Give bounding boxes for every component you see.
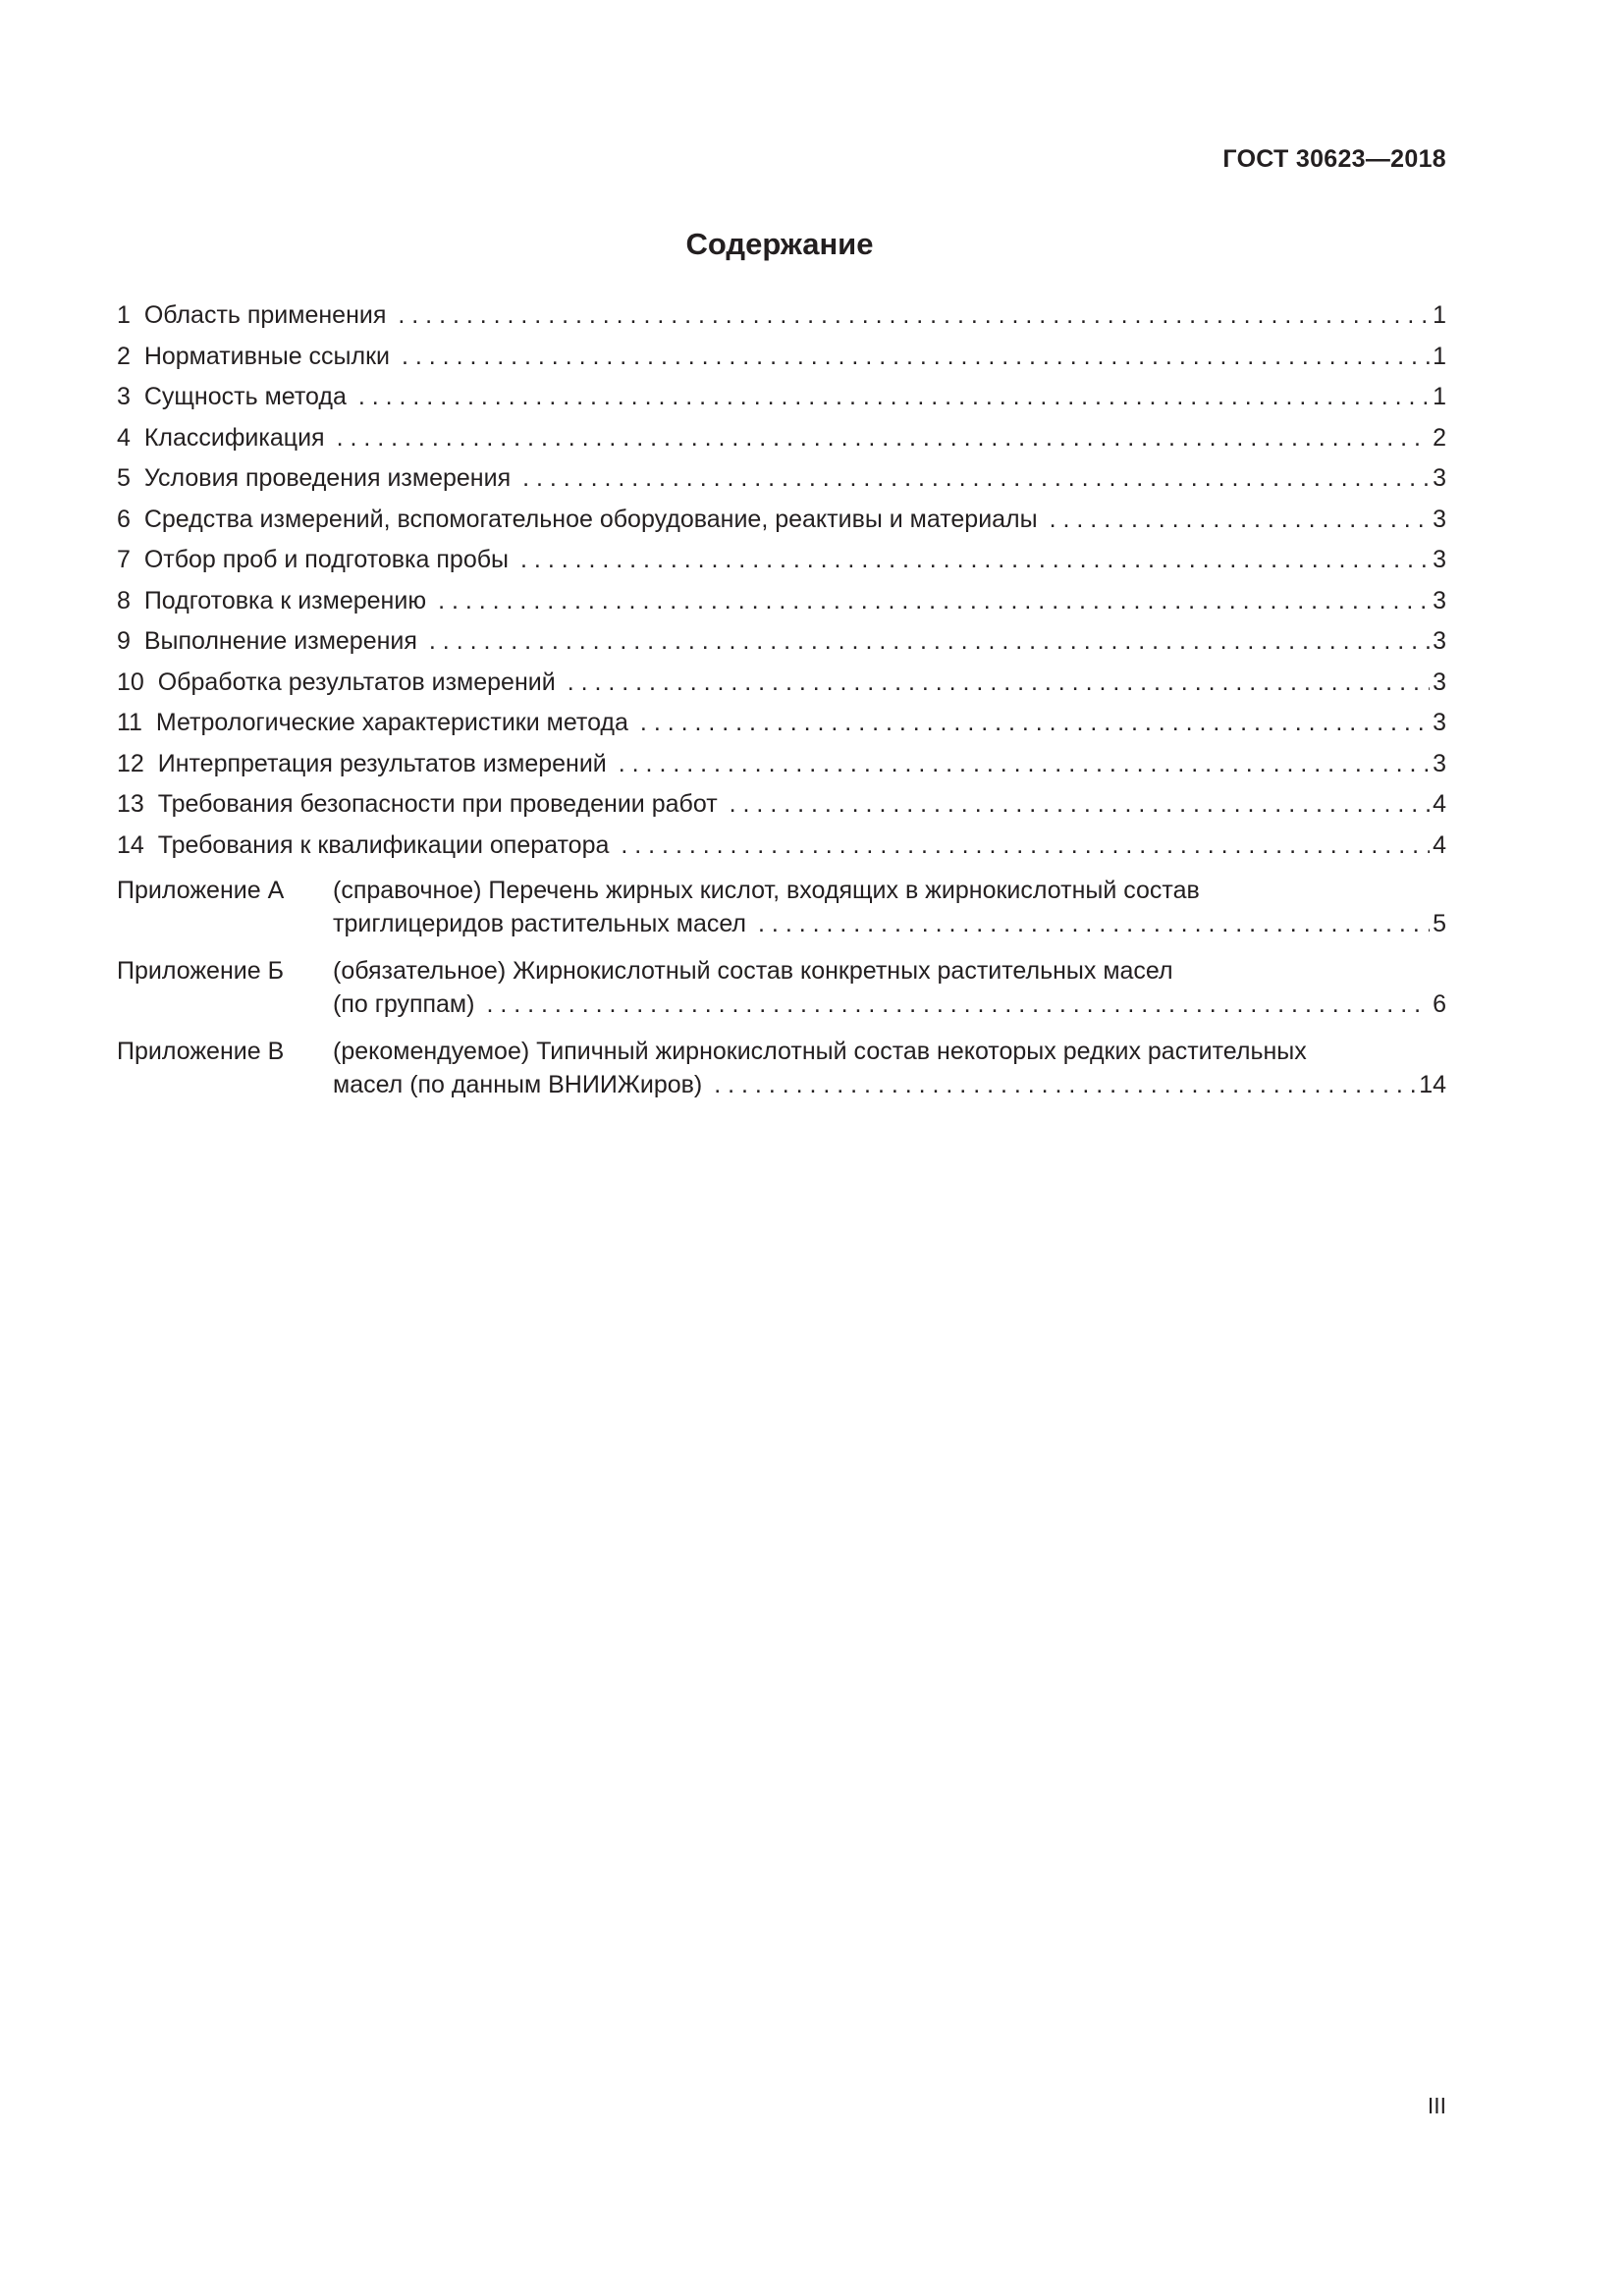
document-code: ГОСТ 30623—2018 xyxy=(1222,145,1446,173)
toc-entry-page: 2 xyxy=(1433,423,1446,452)
dot-leader xyxy=(568,663,1430,704)
toc-entry-page: 4 xyxy=(1433,790,1446,818)
toc-entry-label: Средства измерений, вспомогательное оборудование, реактивы и материалы xyxy=(143,505,1038,533)
dot-leader xyxy=(358,377,1430,418)
dot-leader xyxy=(429,621,1430,663)
dot-leader xyxy=(640,703,1430,744)
toc-entry[interactable] xyxy=(117,500,1446,541)
toc-entry[interactable] xyxy=(117,663,1446,704)
toc-entry-label: Классификация xyxy=(143,423,325,452)
dot-leader xyxy=(714,1068,1416,1101)
dot-leader xyxy=(522,458,1430,500)
appendix-page: 14 xyxy=(1419,1071,1446,1098)
toc-entry-label: Требования к квалификации оператора xyxy=(157,830,610,859)
toc-entry-number: 10 xyxy=(117,667,144,696)
toc-entry-number: 8 xyxy=(117,586,131,614)
dot-leader xyxy=(619,744,1430,785)
dot-leader xyxy=(402,337,1430,378)
toc-entry-label: Метрологические характеристики метода xyxy=(155,709,628,736)
toc-entry[interactable] xyxy=(117,826,1446,867)
toc-appendix[interactable] xyxy=(117,1035,1446,1101)
appendix-prefix: Приложение Б xyxy=(117,957,284,985)
dot-leader xyxy=(1050,500,1430,541)
toc-entry-number: 5 xyxy=(117,464,131,492)
toc-entry-number: 9 xyxy=(117,627,131,655)
toc-entry-number: 14 xyxy=(117,830,144,859)
dot-leader xyxy=(486,988,1430,1021)
toc-entry-page: 3 xyxy=(1433,709,1446,736)
toc-entry[interactable] xyxy=(117,418,1446,459)
toc-entry[interactable] xyxy=(117,540,1446,581)
dot-leader xyxy=(730,784,1430,826)
appendix-prefix: Приложение А xyxy=(117,877,285,904)
appendix-page: 5 xyxy=(1433,910,1446,937)
table-of-contents xyxy=(117,295,1446,1101)
appendix-title-line2: триглицеридов растительных масел xyxy=(333,910,747,937)
toc-entry-number: 4 xyxy=(117,423,131,452)
dot-leader xyxy=(621,826,1430,867)
toc-entry-number: 6 xyxy=(117,505,131,533)
toc-entry-label: Подготовка к измерению xyxy=(143,586,427,614)
page-number: III xyxy=(1427,2093,1446,2118)
toc-entry-page: 3 xyxy=(1433,546,1446,573)
toc-entry-label: Область применения xyxy=(143,301,387,329)
toc-entry[interactable] xyxy=(117,744,1446,785)
toc-entry[interactable] xyxy=(117,295,1446,337)
dot-leader xyxy=(520,540,1430,581)
toc-entry[interactable] xyxy=(117,621,1446,663)
toc-entry-number: 11 xyxy=(117,709,142,736)
toc-entry-number: 13 xyxy=(117,790,144,818)
toc-entry-label: Требования безопасности при проведении работ xyxy=(157,790,718,818)
toc-entry-page: 3 xyxy=(1433,749,1446,777)
toc-entry-label: Отбор проб и подготовка пробы xyxy=(143,546,510,573)
toc-entry-label: Обработка результатов измерений xyxy=(157,667,556,696)
toc-entry[interactable] xyxy=(117,458,1446,500)
dot-leader xyxy=(438,581,1430,622)
toc-entry-label: Интерпретация результатов измерений xyxy=(157,749,607,777)
toc-entry-label: Условия проведения измерения xyxy=(143,464,512,492)
toc-entry-page: 3 xyxy=(1433,667,1446,696)
toc-title: Содержание xyxy=(685,227,874,261)
appendix-title-line1: (рекомендуемое) Типичный жирнокислотный состав некоторых редких растительных xyxy=(333,1038,1307,1065)
appendix-title-line2: (по группам) xyxy=(333,990,475,1018)
toc-entry-page: 1 xyxy=(1433,342,1446,370)
toc-entry-label: Сущность метода xyxy=(143,383,347,410)
dot-leader xyxy=(758,907,1430,940)
toc-entry-number: 1 xyxy=(117,301,131,329)
toc-appendix[interactable] xyxy=(117,874,1446,940)
toc-entry-number: 3 xyxy=(117,383,131,410)
toc-entry-page: 1 xyxy=(1433,301,1446,329)
toc-entry-label: Выполнение измерения xyxy=(143,627,417,655)
toc-entry-page: 3 xyxy=(1433,464,1446,492)
appendix-prefix: Приложение В xyxy=(117,1038,285,1065)
appendix-title-line1: (обязательное) Жирнокислотный состав конкретных растительных масел xyxy=(333,957,1173,985)
toc-entry[interactable] xyxy=(117,784,1446,826)
toc-entry-number: 2 xyxy=(117,342,131,370)
toc-entry-number: 12 xyxy=(117,749,144,777)
appendix-title-line2: масел (по данным ВНИИЖиров) xyxy=(333,1071,703,1098)
toc-entry[interactable] xyxy=(117,337,1446,378)
dot-leader xyxy=(398,295,1430,337)
appendix-title-line1: (справочное) Перечень жирных кислот, входящих в жирнокислотный состав xyxy=(333,877,1200,904)
toc-entry-page: 1 xyxy=(1433,383,1446,410)
toc-entry[interactable] xyxy=(117,703,1446,744)
toc-entry[interactable] xyxy=(117,377,1446,418)
toc-entry-page: 3 xyxy=(1433,627,1446,655)
toc-appendix[interactable] xyxy=(117,954,1446,1021)
toc-entry-page: 3 xyxy=(1433,586,1446,614)
toc-entry-page: 4 xyxy=(1433,830,1446,859)
appendix-page: 6 xyxy=(1433,990,1446,1018)
toc-entry[interactable] xyxy=(117,581,1446,622)
toc-entry-page: 3 xyxy=(1433,505,1446,533)
toc-entry-label: Нормативные ссылки xyxy=(143,342,390,370)
toc-entry-number: 7 xyxy=(117,546,131,573)
dot-leader xyxy=(337,418,1431,459)
